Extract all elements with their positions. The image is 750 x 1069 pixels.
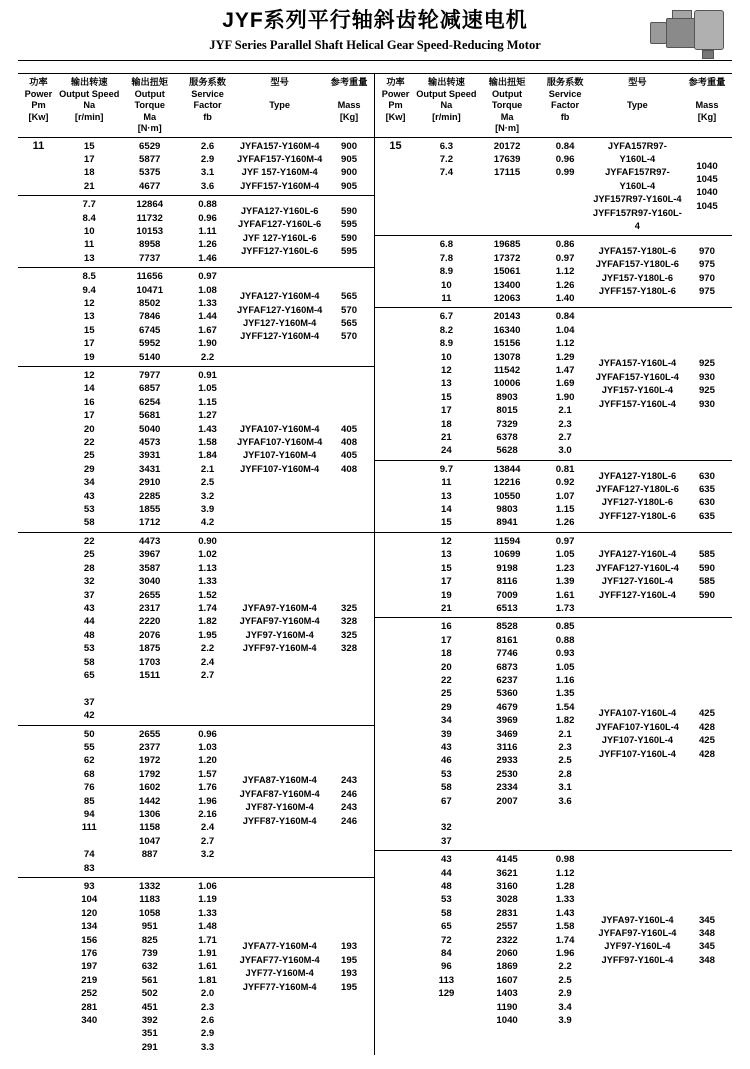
cell-output-speed: 12 14 16 17 20 22 25 29 34 43 53 58 bbox=[83, 370, 95, 529]
col-torque-unit: [N·m] bbox=[137, 123, 162, 133]
cell-power bbox=[375, 533, 416, 617]
motor-fan-cover bbox=[650, 22, 667, 44]
table-row bbox=[18, 196, 374, 268]
cell-output-speed: 6.3 7.2 7.4 bbox=[439, 140, 454, 179]
col-power-cn: 功率 bbox=[29, 77, 48, 87]
cell-mass: 405 408 405 408 bbox=[341, 423, 358, 475]
table-row bbox=[375, 236, 732, 308]
cell-type: JYFA127-Y160L-6 JYFAF127-Y160L-6 JYF 127-Y160L-6 JYFF127-Y160L-6 bbox=[238, 205, 322, 257]
cell-service-factor: 0.84 1.04 1.12 1.29 1.47 1.69 1.90 2.1 2.3 2.7 3.0 bbox=[555, 311, 575, 457]
cell-type: JYFA127-Y160L-4 JYFAF127-Y160L-4 JYF127-Y160L-4 JYFF127-Y160L-4 bbox=[595, 549, 679, 600]
cell-power bbox=[375, 461, 416, 532]
col-speed-unit: [r/min] bbox=[74, 111, 104, 122]
table-row bbox=[18, 268, 374, 367]
cell-service-factor: 0.91 1.05 1.15 1.27 1.43 1.58 1.84 2.1 2.5 3.2 3.9 4.2 bbox=[198, 370, 217, 529]
table-row bbox=[375, 618, 732, 851]
col-power-sym: Pm bbox=[31, 100, 46, 110]
cell-type: JYFA127-Y160M-4 JYFAF127-Y160M-4 JYF127-Y160M-4 JYFF127-Y160M-4 bbox=[237, 291, 323, 342]
cell-power bbox=[18, 367, 59, 532]
cell-power bbox=[375, 236, 416, 307]
table-row bbox=[375, 851, 732, 1029]
table-row bbox=[375, 138, 732, 237]
table-row bbox=[18, 367, 374, 533]
cell-power bbox=[375, 851, 416, 1029]
cell-type: JYFA107-Y160L-4 JYFAF107-Y160L-4 JYF107-Y160L-4 JYFF107-Y160L-4 bbox=[595, 708, 679, 759]
table-row bbox=[18, 533, 374, 726]
cell-type: JYFA87-Y160M-4 JYFAF87-Y160M-4 JYF87-Y160M-4 JYFF87-Y160M-4 bbox=[239, 775, 320, 826]
col-torque-cn: 输出扭矩 bbox=[131, 77, 169, 87]
col-mass-cn: 参考重量 bbox=[330, 77, 368, 87]
cell-output-speed: 93 104 120 134 156 176 197 219 252 281 340 bbox=[81, 881, 98, 1027]
cell-type: JYFA97-Y160M-4 JYFAF97-Y160M-4 JYF97-Y160M-4 JYFF97-Y160M-4 bbox=[239, 602, 320, 654]
cell-type: JYFA107-Y160M-4 JYFAF107-Y160M-4 JYF107-Y160M-4 JYFF107-Y160M-4 bbox=[237, 423, 323, 474]
cell-output-torque: 11656 10471 8502 7846 6745 5952 5140 bbox=[136, 271, 164, 363]
cell-service-factor: 0.97 1.05 1.23 1.39 1.61 1.73 bbox=[555, 535, 575, 614]
cell-output-torque: 19685 17372 15061 13400 12063 bbox=[493, 239, 521, 304]
cell-service-factor: 0.88 0.96 1.11 1.26 1.46 bbox=[198, 199, 217, 264]
cell-output-speed: 16 17 18 20 22 25 29 34 39 43 46 53 58 67 32 37 bbox=[441, 621, 452, 847]
cell-service-factor: 0.98 1.12 1.28 1.33 1.43 1.58 1.74 1.96 2.2 2.5 2.9 3.4 3.9 bbox=[555, 854, 575, 1027]
table-row bbox=[375, 461, 732, 533]
cell-type: JYFA77-Y160M-4 JYFAF77-Y160M-4 JYF77-Y160M-4 JYFF77-Y160M-4 bbox=[239, 941, 320, 992]
cell-service-factor: 0.96 1.03 1.20 1.57 1.76 1.96 2.16 2.4 2.7 3.2 bbox=[198, 728, 217, 861]
cell-power bbox=[18, 726, 59, 877]
table-row bbox=[375, 533, 732, 618]
col-power-sym: Pm bbox=[388, 100, 403, 110]
col-factor-en: Service Factor bbox=[191, 88, 224, 110]
cell-service-factor: 0.84 0.96 0.99 bbox=[555, 140, 575, 179]
header-divider bbox=[18, 60, 732, 61]
cell-output-speed: 9.7 11 13 14 15 bbox=[439, 463, 454, 529]
cell-type: JYFA97-Y160L-4 JYFAF97-Y160L-4 JYF97-Y160L-4 JYFF97-Y160L-4 bbox=[598, 914, 677, 965]
spec-table-right bbox=[375, 74, 732, 1055]
cell-power bbox=[375, 308, 416, 459]
col-type-en: Type bbox=[626, 100, 648, 110]
cell-output-torque: 1332 1183 1058 951 825 739 632 561 502 451 392 351 291 bbox=[139, 881, 161, 1053]
spec-tables bbox=[18, 73, 732, 1055]
cell-output-torque: 7977 6857 6254 5681 5040 4573 3931 3431 2910 2285 1855 1712 bbox=[139, 370, 161, 529]
col-factor-cn: 服务系数 bbox=[189, 77, 226, 87]
col-torque-sym: Ma bbox=[143, 111, 157, 122]
page-title-en: JYF Series Parallel Shaft Helical Gear Speed-Reducing Motor bbox=[209, 38, 541, 52]
cell-output-torque: 4473 3967 3587 3040 2655 2317 2220 2076 1875 1703 1511 bbox=[139, 535, 161, 681]
cell-service-factor: 0.81 0.92 1.07 1.15 1.26 bbox=[555, 463, 575, 529]
table-row bbox=[18, 878, 374, 1056]
col-factor-sym: fb bbox=[203, 111, 212, 122]
col-torque-unit: [N·m] bbox=[495, 123, 520, 133]
col-speed-en: Output Speed bbox=[416, 88, 477, 99]
cell-mass: 243 246 243 246 bbox=[341, 775, 358, 827]
cell-power bbox=[18, 196, 59, 267]
cell-type: JYFA157R97-Y160L-4 JYFAF157R97-Y160L-4 JYF157R97-Y160L-4 JYFF157R97-Y160L-4 bbox=[592, 140, 682, 231]
col-factor-sym: fb bbox=[560, 111, 570, 122]
col-mass-unit: [Kg] bbox=[697, 111, 717, 122]
motor-terminal-box bbox=[672, 10, 692, 19]
cell-output-speed: 8.5 9.4 12 13 15 17 19 bbox=[82, 271, 96, 363]
cell-output-speed: 12 13 15 17 19 21 bbox=[441, 535, 452, 614]
table-row bbox=[375, 308, 732, 460]
col-torque-en: Output Torque bbox=[134, 88, 165, 110]
cell-output-torque: 13844 12216 10550 9803 8941 bbox=[493, 463, 521, 529]
cell-service-factor: 0.85 0.88 0.93 1.05 1.16 1.35 1.54 1.82 2.1 2.3 2.5 2.8 3.1 3.6 bbox=[555, 621, 575, 807]
col-mass-cn: 参考重量 bbox=[688, 77, 726, 87]
cell-mass: 590 595 590 595 bbox=[341, 205, 358, 258]
table-body-right bbox=[375, 138, 732, 1030]
table-row bbox=[18, 138, 374, 197]
cell-output-torque: 2655 2377 1972 1792 1602 1442 1306 1158 1047 887 bbox=[139, 728, 161, 861]
col-speed-sym: Na bbox=[83, 100, 96, 110]
cell-power: 11 bbox=[32, 139, 45, 152]
col-type-cn: 型号 bbox=[628, 77, 647, 87]
col-power-en: Power bbox=[381, 88, 410, 99]
col-speed-cn: 输出转速 bbox=[428, 77, 465, 87]
table-header-left bbox=[18, 74, 374, 138]
cell-mass: 425 428 425 428 bbox=[698, 708, 715, 760]
cell-power: 15 bbox=[389, 139, 402, 152]
cell-mass: 1040 1045 1040 1045 bbox=[696, 160, 718, 212]
cell-type: JYFA157-Y180L-6 JYFAF157-Y180L-6 JYF157-Y180L-6 JYFF157-Y180L-6 bbox=[595, 246, 679, 297]
cell-output-torque: 11594 10699 9198 8116 7009 6513 bbox=[493, 535, 521, 614]
page-title-cn: JYF系列平行轴斜齿轮减速电机 bbox=[222, 9, 528, 32]
cell-output-speed: 15 17 18 21 bbox=[83, 140, 95, 192]
col-type-en: Type bbox=[269, 100, 291, 110]
cell-power bbox=[18, 268, 59, 366]
cell-type: JYFA127-Y180L-6 JYFAF127-Y180L-6 JYF127-Y180L-6 JYFF127-Y180L-6 bbox=[595, 470, 679, 521]
cell-output-torque: 12864 11732 10153 8958 7737 bbox=[136, 199, 164, 264]
col-torque-sym: Ma bbox=[500, 111, 514, 122]
col-speed-unit: [r/min] bbox=[432, 111, 461, 122]
cell-output-torque: 4145 3621 3160 3028 2831 2557 2322 2060 1869 1607 1403 1190 1040 bbox=[496, 854, 518, 1027]
page-header bbox=[0, 0, 750, 65]
cell-output-speed: 7.7 8.4 10 11 13 bbox=[82, 199, 96, 264]
cell-mass: 325 328 325 328 bbox=[341, 602, 358, 655]
cell-output-torque: 20172 17639 17115 bbox=[493, 140, 521, 179]
cell-output-torque: 6529 5877 5375 4677 bbox=[139, 140, 161, 192]
gearbox-housing bbox=[694, 10, 724, 50]
col-torque-en: Output Torque bbox=[491, 88, 523, 110]
cell-output-speed: 6.8 7.8 8.9 10 11 bbox=[439, 239, 454, 304]
cell-mass: 565 570 565 570 bbox=[341, 291, 358, 343]
cell-mass: 345 348 345 348 bbox=[698, 914, 715, 966]
col-mass-en: Mass bbox=[695, 100, 719, 110]
col-type-cn: 型号 bbox=[270, 77, 289, 87]
col-factor-en: Service Factor bbox=[548, 88, 582, 110]
cell-output-torque: 8528 8161 7746 6873 6237 5360 4679 3969 3469 3116 2933 2530 2334 2007 bbox=[496, 621, 518, 807]
cell-mass: 925 930 925 930 bbox=[698, 358, 715, 410]
col-power-unit: [Kw] bbox=[385, 111, 406, 122]
cell-mass: 193 195 193 195 bbox=[341, 941, 358, 993]
col-speed-en: Output Speed bbox=[59, 88, 120, 99]
cell-output-torque: 20143 16340 15156 13078 11542 10006 8903 8015 7329 6378 5628 bbox=[493, 311, 521, 457]
cell-type: JYFA157-Y160L-4 JYFAF157-Y160L-4 JYF157-Y160L-4 JYFF157-Y160L-4 bbox=[595, 358, 679, 409]
gear-motor-illustration-icon bbox=[650, 6, 728, 62]
col-speed-cn: 输出转速 bbox=[70, 77, 108, 87]
spec-table-left bbox=[18, 74, 375, 1055]
col-speed-sym: Na bbox=[440, 100, 453, 110]
table-header-right bbox=[375, 74, 732, 138]
table-row bbox=[18, 726, 374, 878]
cell-power bbox=[18, 878, 59, 1056]
col-power-cn: 功率 bbox=[386, 77, 405, 87]
cell-type: JYFA157-Y160M-4 JYFAF157-Y160M-4 JYF 157-Y160M-4 JYFF157-Y160M-4 bbox=[237, 140, 323, 191]
cell-service-factor: 1.06 1.19 1.33 1.48 1.71 1.91 1.61 1.81 2.0 2.3 2.6 2.9 3.3 bbox=[198, 881, 217, 1053]
col-factor-cn: 服务系数 bbox=[546, 77, 584, 87]
cell-power bbox=[375, 618, 416, 850]
cell-output-speed: 50 55 62 68 76 85 94 111 74 83 bbox=[81, 728, 97, 874]
cell-output-speed: 43 44 48 53 58 65 72 84 96 113 129 bbox=[438, 854, 455, 1000]
cell-output-speed: 6.7 8.2 8.9 10 12 13 15 17 18 21 24 bbox=[439, 311, 454, 457]
cell-mass: 585 590 585 590 bbox=[698, 549, 715, 601]
cell-power bbox=[18, 533, 59, 725]
table-body-left bbox=[18, 138, 374, 1057]
cell-service-factor: 2.6 2.9 3.1 3.6 bbox=[200, 140, 215, 192]
output-shaft bbox=[702, 50, 714, 59]
col-power-unit: [Kw] bbox=[28, 111, 49, 122]
col-mass-en: Mass bbox=[337, 100, 361, 110]
cell-mass: 630 635 630 635 bbox=[698, 470, 715, 522]
cell-service-factor: 0.86 0.97 1.12 1.26 1.40 bbox=[555, 239, 575, 304]
col-torque-cn: 输出扭矩 bbox=[488, 77, 526, 87]
cell-mass: 900 905 900 905 bbox=[341, 140, 358, 192]
col-mass-unit: [Kg] bbox=[339, 111, 359, 122]
cell-service-factor: 0.97 1.08 1.33 1.44 1.67 1.90 2.2 bbox=[198, 271, 217, 363]
col-power-en: Power bbox=[24, 88, 53, 99]
cell-service-factor: 0.90 1.02 1.13 1.33 1.52 1.74 1.82 1.95 2.2 2.4 2.7 bbox=[198, 535, 217, 681]
cell-output-speed: 22 25 28 32 37 43 44 48 53 58 65 37 42 bbox=[83, 535, 95, 722]
cell-mass: 970 975 970 975 bbox=[698, 246, 715, 298]
